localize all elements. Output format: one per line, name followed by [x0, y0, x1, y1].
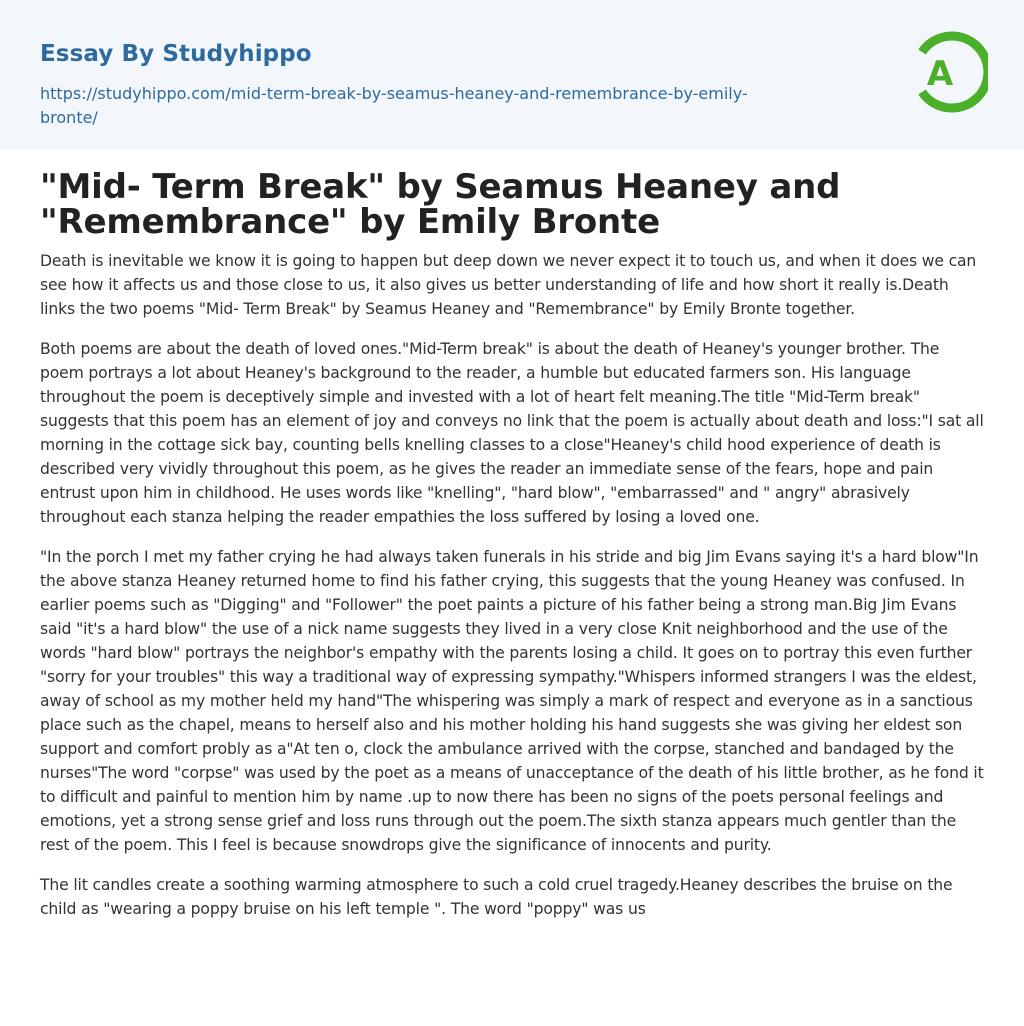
essay-paragraph-4: The lit candles create a soothing warming atmosphere to such a cold cruel tragedy.Heaney describes the bruise on the child as "wearing a poppy bruise on his left temple ". The word "poppy" was us [40, 876, 953, 918]
essay-paragraph-2: Both poems are about the death of loved ones."Mid-Term break" is about the death of Heaney's younger brother. The poem portrays a lot about Heaney's background to the reader, a humble but educated farmers son. His language throughout the poem is deceptively simple and invested with a lot of heart felt meaning.The title "Mid-Term break" suggests that this poem has an element of joy and conveys no link that the poem is actually about death and loss:"I sat all morning in the cottage sick bay, counting bells knelling classes to a close"Heaney's child hood experience of death is described very vividly throughout this poem, as he gives the reader an immediate sense of the fears, hope and pain entrust upon him in childhood. He uses words like "knelling", "hard blow", "embarrassed" and " angry" abrasively throughout each stanza helping the reader empathies the loss suffered by losing a loved one. [40, 340, 984, 526]
logo-letter: A [926, 54, 954, 94]
essay-content [40, 167, 986, 937]
source-url-link[interactable]: https://studyhippo.com/mid-term-break-by-seamus-heaney-and-remembrance-by-emily-bronte/ [40, 84, 748, 127]
site-header [0, 0, 1024, 150]
studyhippo-logo-icon[interactable] [910, 28, 988, 116]
essay-paragraph-3: "In the porch I met my father crying he had always taken funerals in his stride and big Jim Evans saying it's a hard blow"In the above stanza Heaney returned home to find his father crying, this suggests that the young Heaney was confused. In earlier poems such as "Digging" and "Follower" the poet paints a picture of his father being a strong man.Big Jim Evans said "it's a hard blow" the use of a nick name suggests they lived in a very close Knit neighborhood and the use of the words "hard blow" portrays the neighbor's empathy with the parents losing a child. It goes on to portray this even further "sorry for your troubles" this way a traditional way of expressing sympathy."Whispers informed strangers I was the eldest, away of school as my mother held my hand"The whispering was simply a mark of respect and everyone as in a sanctious place such as the chapel, means to herself also and his mother holding his hand suggests she was giving her eldest son support and comfort probly as a"At ten o, clock the ambulance arrived with the corpse, stanched and bandaged by the nurses"The word "corpse" was used by the poet as a means of unacceptance of the death of his little brother, as he fond it to difficult and painful to mention him by name .up to now there has been no signs of the poets personal feelings and emotions, yet a strong sense grief and loss runs through out the poem.The sixth stanza appears much gentler than the rest of the poem. This I feel is because snowdrops give the significance of innocents and purity. [40, 548, 984, 854]
essay-paragraph-1: Death is inevitable we know it is going to happen but deep down we never expect it to touch us, and when it does we can see how it affects us and those close to us, it also gives us better understanding of life and how short it really is.Death links the two poems "Mid- Term Break" by Seamus Heaney and "Remembrance" by Emily Bronte together. [40, 252, 977, 318]
site-name[interactable]: Essay By Studyhippo [40, 41, 312, 67]
essay-title: "Mid- Term Break" by Seamus Heaney and "Remembrance" by Emily Bronte [40, 167, 841, 242]
